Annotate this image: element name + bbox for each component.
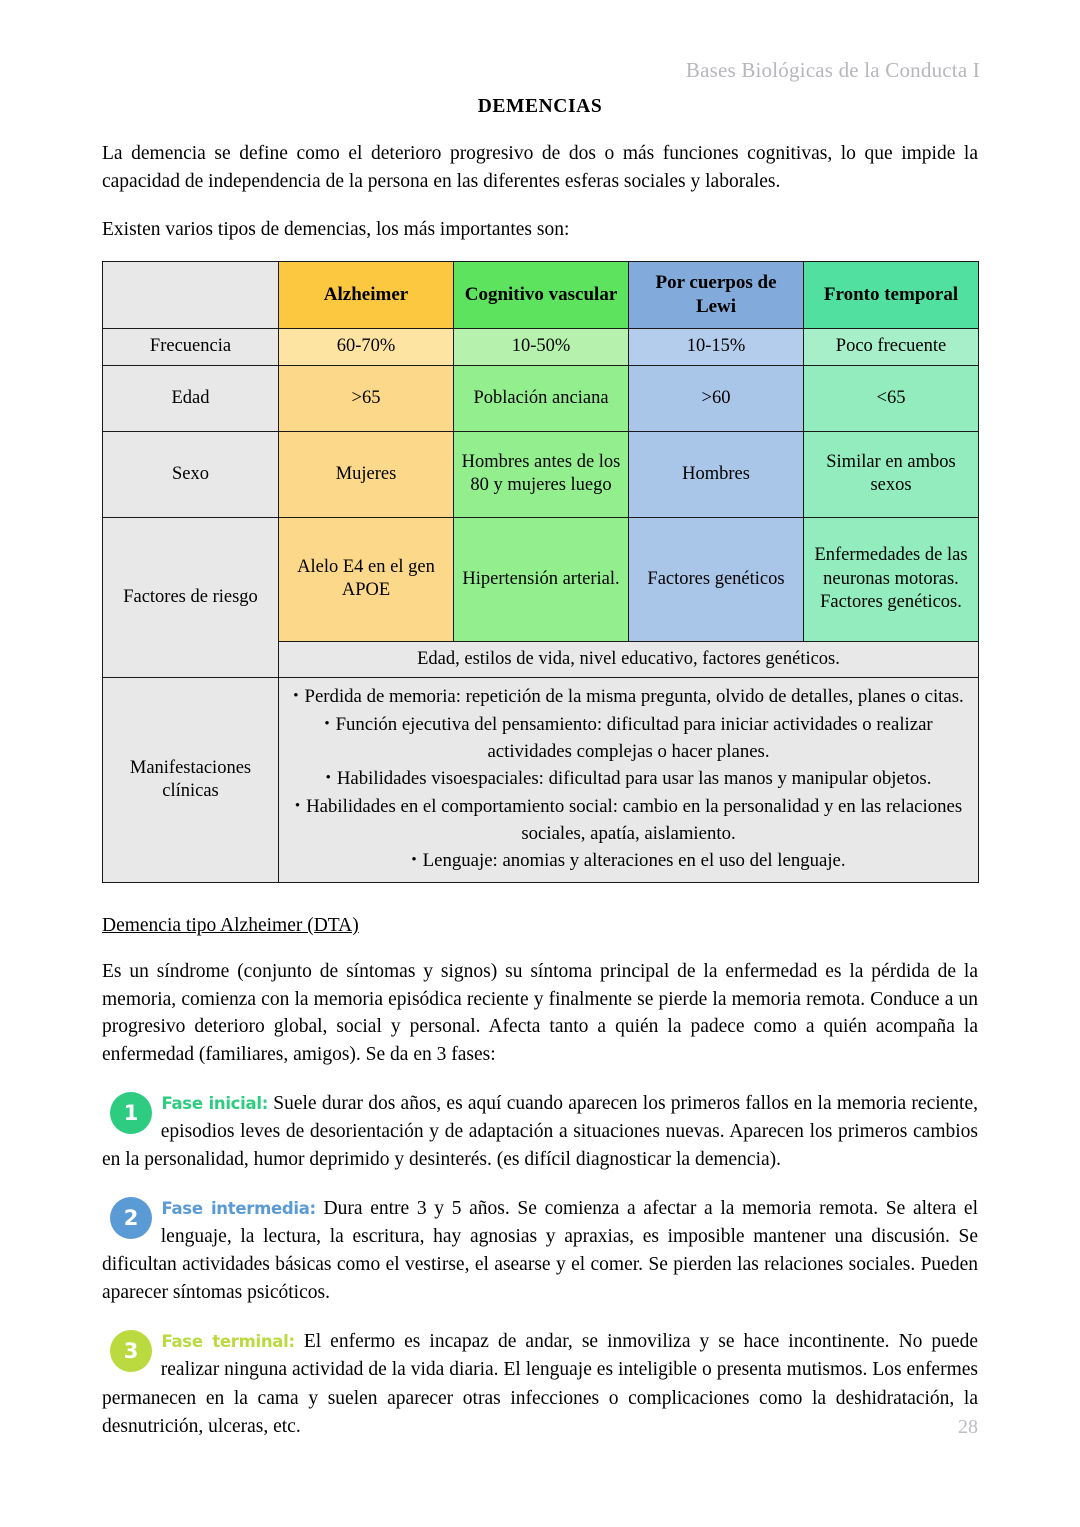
bullet-icon: • [294,798,301,815]
phase-lead-label-2: Fase intermedia: [161,1199,316,1219]
list-item-text: Función ejecutiva del pensamiento: dificultad para iniciar actividades o realizar actividades complejas o hacer planes. [335,713,933,762]
phase-body-3: El enfermo es incapaz de andar, se inmoviliza y se hace incontinente. No puede realizar ninguna actividad de la vida diaria. El lenguaje es inteligible o presenta mutismos. Los enfermes permanecen en la cama y suelen aparecer otras infecciones o complicaciones como la deshidratación, la desnutrición, ulceras, etc. [102,1331,978,1437]
section-paragraph-dta: Es un síndrome (conjunto de síntomas y signos) su síntoma principal de la enfermedad es la pérdida de la memoria, comienza con la memoria episódica reciente y finalmente se pierde la memoria remota. Conduce a un progresivo deterioro global, social y personal. Afecta tanto a quién la padece como a quién acompaña la enfermedad (familiares, amigos). Se da en 3 fases: [102,961,978,1066]
intro-paragraph-2: Existen varios tipos de demencias, los más importantes son: [102,219,570,241]
table-row [103,365,979,431]
cell-sexo-fronto: Similar en ambos sexos [804,431,979,517]
bullet-icon: • [293,688,299,705]
cell-frecuencia-cognitivo: 10-50% [454,329,629,365]
list-item [284,684,973,711]
phase-block-1 [102,1090,978,1174]
row-label-frecuencia: Frecuencia [103,329,279,365]
cell-sexo-lewi: Hombres [629,431,804,517]
page-number: 28 [958,1416,978,1438]
cell-factores-alzheimer: Alelo E4 en el gen APOE [279,517,454,641]
cell-edad-cognitivo: Población anciana [454,365,629,431]
list-item-text: Habilidades en el comportamiento social: cambio en la personalidad y en las relaciones sociales, apatía, aislamiento. [306,796,963,844]
section-heading-dta: Demencia tipo Alzheimer (DTA) [102,915,359,937]
column-header-cognitivo-vascular: Cognitivo vascular [454,262,629,329]
cell-frecuencia-alzheimer: 60-70% [279,329,454,365]
running-header: Bases Biológicas de la Conducta I [685,58,980,82]
row-label-sexo: Sexo [103,431,279,517]
column-header-fronto-temporal: Fronto temporal [804,262,979,329]
phase-block-2 [102,1195,978,1307]
table-row [103,678,979,883]
cell-sexo-alzheimer: Mujeres [279,431,454,517]
cell-factores-cognitivo: Hipertensión arterial. [454,517,629,641]
phase-number-badge-2: 2 [110,1197,152,1239]
table-row [103,431,979,517]
table-row [103,517,979,641]
row-label-factores-riesgo: Factores de riesgo [103,517,279,677]
cell-frecuencia-lewi: 10-15% [629,329,804,365]
document-content [102,96,978,1462]
phase-text-2 [102,1195,978,1307]
bullet-icon: • [325,770,331,787]
page-title: DEMENCIAS [477,96,603,117]
bullet-icon: • [324,715,330,732]
phase-lead-label-1: Fase inicial: [161,1093,269,1113]
cell-factores-compartidos: Edad, estilos de vida, nivel educativo, factores genéticos. [279,641,979,677]
list-item-text: Perdida de memoria: repetición de la misma pregunta, olvido de detalles, planes o citas. [304,686,964,708]
phase-text-3 [102,1328,978,1440]
row-label-edad: Edad [103,365,279,431]
dementia-comparison-table [102,261,979,883]
cell-edad-fronto: <65 [804,365,979,431]
list-item [284,712,973,765]
list-item-text: Habilidades visoespaciales: dificultad para usar las manos y manipular objetos. [336,768,932,790]
phase-block-3 [102,1328,978,1440]
phase-text-1 [102,1090,978,1174]
manifestaciones-list [284,684,973,875]
cell-factores-fronto: Enfermedades de las neuronas motoras. Factores genéticos. [804,517,979,641]
list-item [284,848,973,875]
intro-paragraph-1: La demencia se define como el deterioro progresivo de dos o más funciones cognitivas, lo que impide la capacidad de independencia de la persona en las diferentes esferas sociales y laborales. [102,143,978,192]
list-item [284,766,973,793]
cell-edad-lewi: >60 [629,365,804,431]
column-header-cuerpos-lewi: Por cuerpos de Lewi [629,262,804,329]
column-header-alzheimer: Alzheimer [279,262,454,329]
bullet-icon: • [411,852,417,869]
phase-number-badge-3: 3 [110,1330,152,1372]
list-item [284,794,973,847]
cell-edad-alzheimer: >65 [279,365,454,431]
cell-factores-lewi: Factores genéticos [629,517,804,641]
phase-body-1: Suele durar dos años, es aquí cuando aparecen los primeros fallos en la memoria reciente, episodios leves de desorientación y de adaptación a situaciones nuevas. Aparecen los primeros cambios en la personalidad, humor deprimido y desinterés. (es difícil diagnosticar la demencia). [102,1092,978,1170]
cell-frecuencia-fronto: Poco frecuente [804,329,979,365]
table-header-row [103,262,979,329]
list-item-text: Lenguaje: anomias y alteraciones en el uso del lenguaje. [422,850,846,872]
row-label-manifestaciones: Manifestaciones clínicas [103,678,279,883]
cell-manifestaciones-clinicas [279,678,979,883]
table-corner-cell [103,262,279,329]
phase-lead-label-3: Fase terminal: [161,1332,295,1352]
table-row [103,329,979,365]
cell-sexo-cognitivo: Hombres antes de los 80 y mujeres luego [454,431,629,517]
phase-number-badge-1: 1 [110,1092,152,1134]
phase-body-2: Dura entre 3 y 5 años. Se comienza a afectar a la memoria remota. Se altera el lenguaje, la lectura, la escritura, hay agnosias y apraxias, es imposible mantener una discusión. Se dificultan actividades básicas como el vestirse, el asearse y el comer. Se pierden las relaciones sociales. Pueden aparecer síntomas psicóticos. [102,1198,978,1304]
